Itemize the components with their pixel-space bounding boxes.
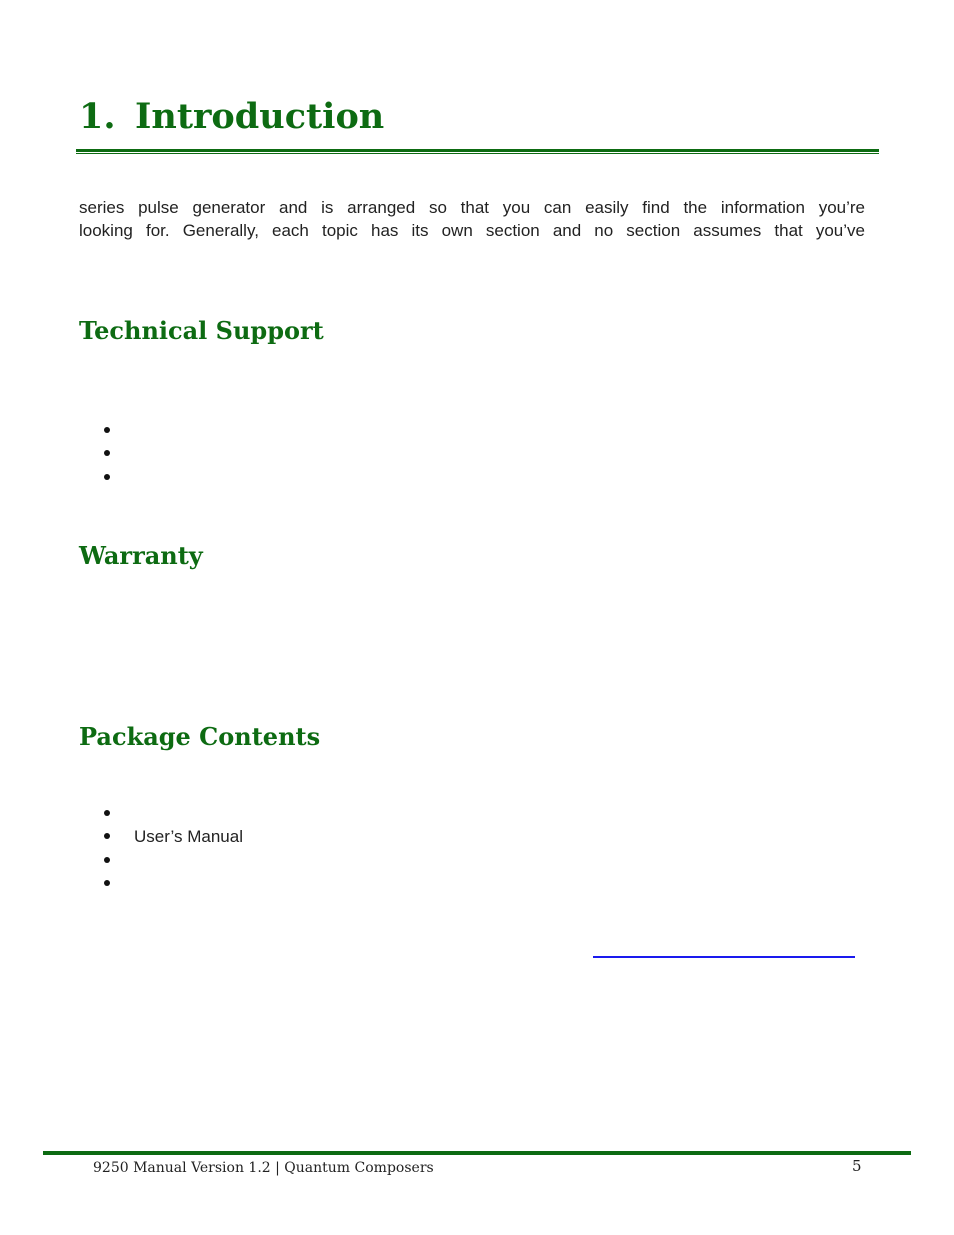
title-rule-thick bbox=[76, 149, 879, 152]
bullet-icon bbox=[104, 450, 110, 456]
chapter-number: 1. bbox=[79, 96, 116, 137]
list-item-text: User’s Manual bbox=[134, 826, 243, 846]
technical-support-list bbox=[104, 418, 134, 489]
footer-text: 9250 Manual Version 1.2 | Quantum Composers bbox=[93, 1160, 434, 1176]
bullet-icon bbox=[104, 880, 110, 886]
intro-line: series pulse generator and is arranged so that you can easily find the information you’re bbox=[79, 198, 865, 217]
intro-paragraph bbox=[79, 196, 865, 242]
list-item bbox=[104, 801, 243, 825]
warranty-heading: Warranty bbox=[79, 541, 203, 570]
package-contents-heading: Package Contents bbox=[79, 722, 321, 751]
list-item bbox=[104, 872, 243, 896]
list-item bbox=[104, 825, 243, 849]
chapter-title bbox=[79, 96, 384, 137]
technical-support-heading: Technical Support bbox=[79, 316, 324, 345]
chapter-title-text: Introduction bbox=[135, 96, 385, 137]
bullet-icon bbox=[104, 857, 110, 863]
page-number: 5 bbox=[852, 1157, 862, 1175]
package-contents-list bbox=[104, 801, 243, 895]
list-item bbox=[104, 465, 134, 489]
hyperlink-underline[interactable] bbox=[593, 956, 855, 958]
bullet-icon bbox=[104, 427, 110, 433]
list-item bbox=[104, 848, 243, 872]
title-rule-thin bbox=[76, 153, 879, 154]
bullet-icon bbox=[104, 833, 110, 839]
footer-rule bbox=[43, 1151, 911, 1155]
list-item bbox=[104, 418, 134, 442]
bullet-icon bbox=[104, 810, 110, 816]
list-item bbox=[104, 442, 134, 466]
intro-line: looking for. Generally, each topic has its own section and no section assumes that you’ve bbox=[79, 221, 865, 240]
bullet-icon bbox=[104, 474, 110, 480]
